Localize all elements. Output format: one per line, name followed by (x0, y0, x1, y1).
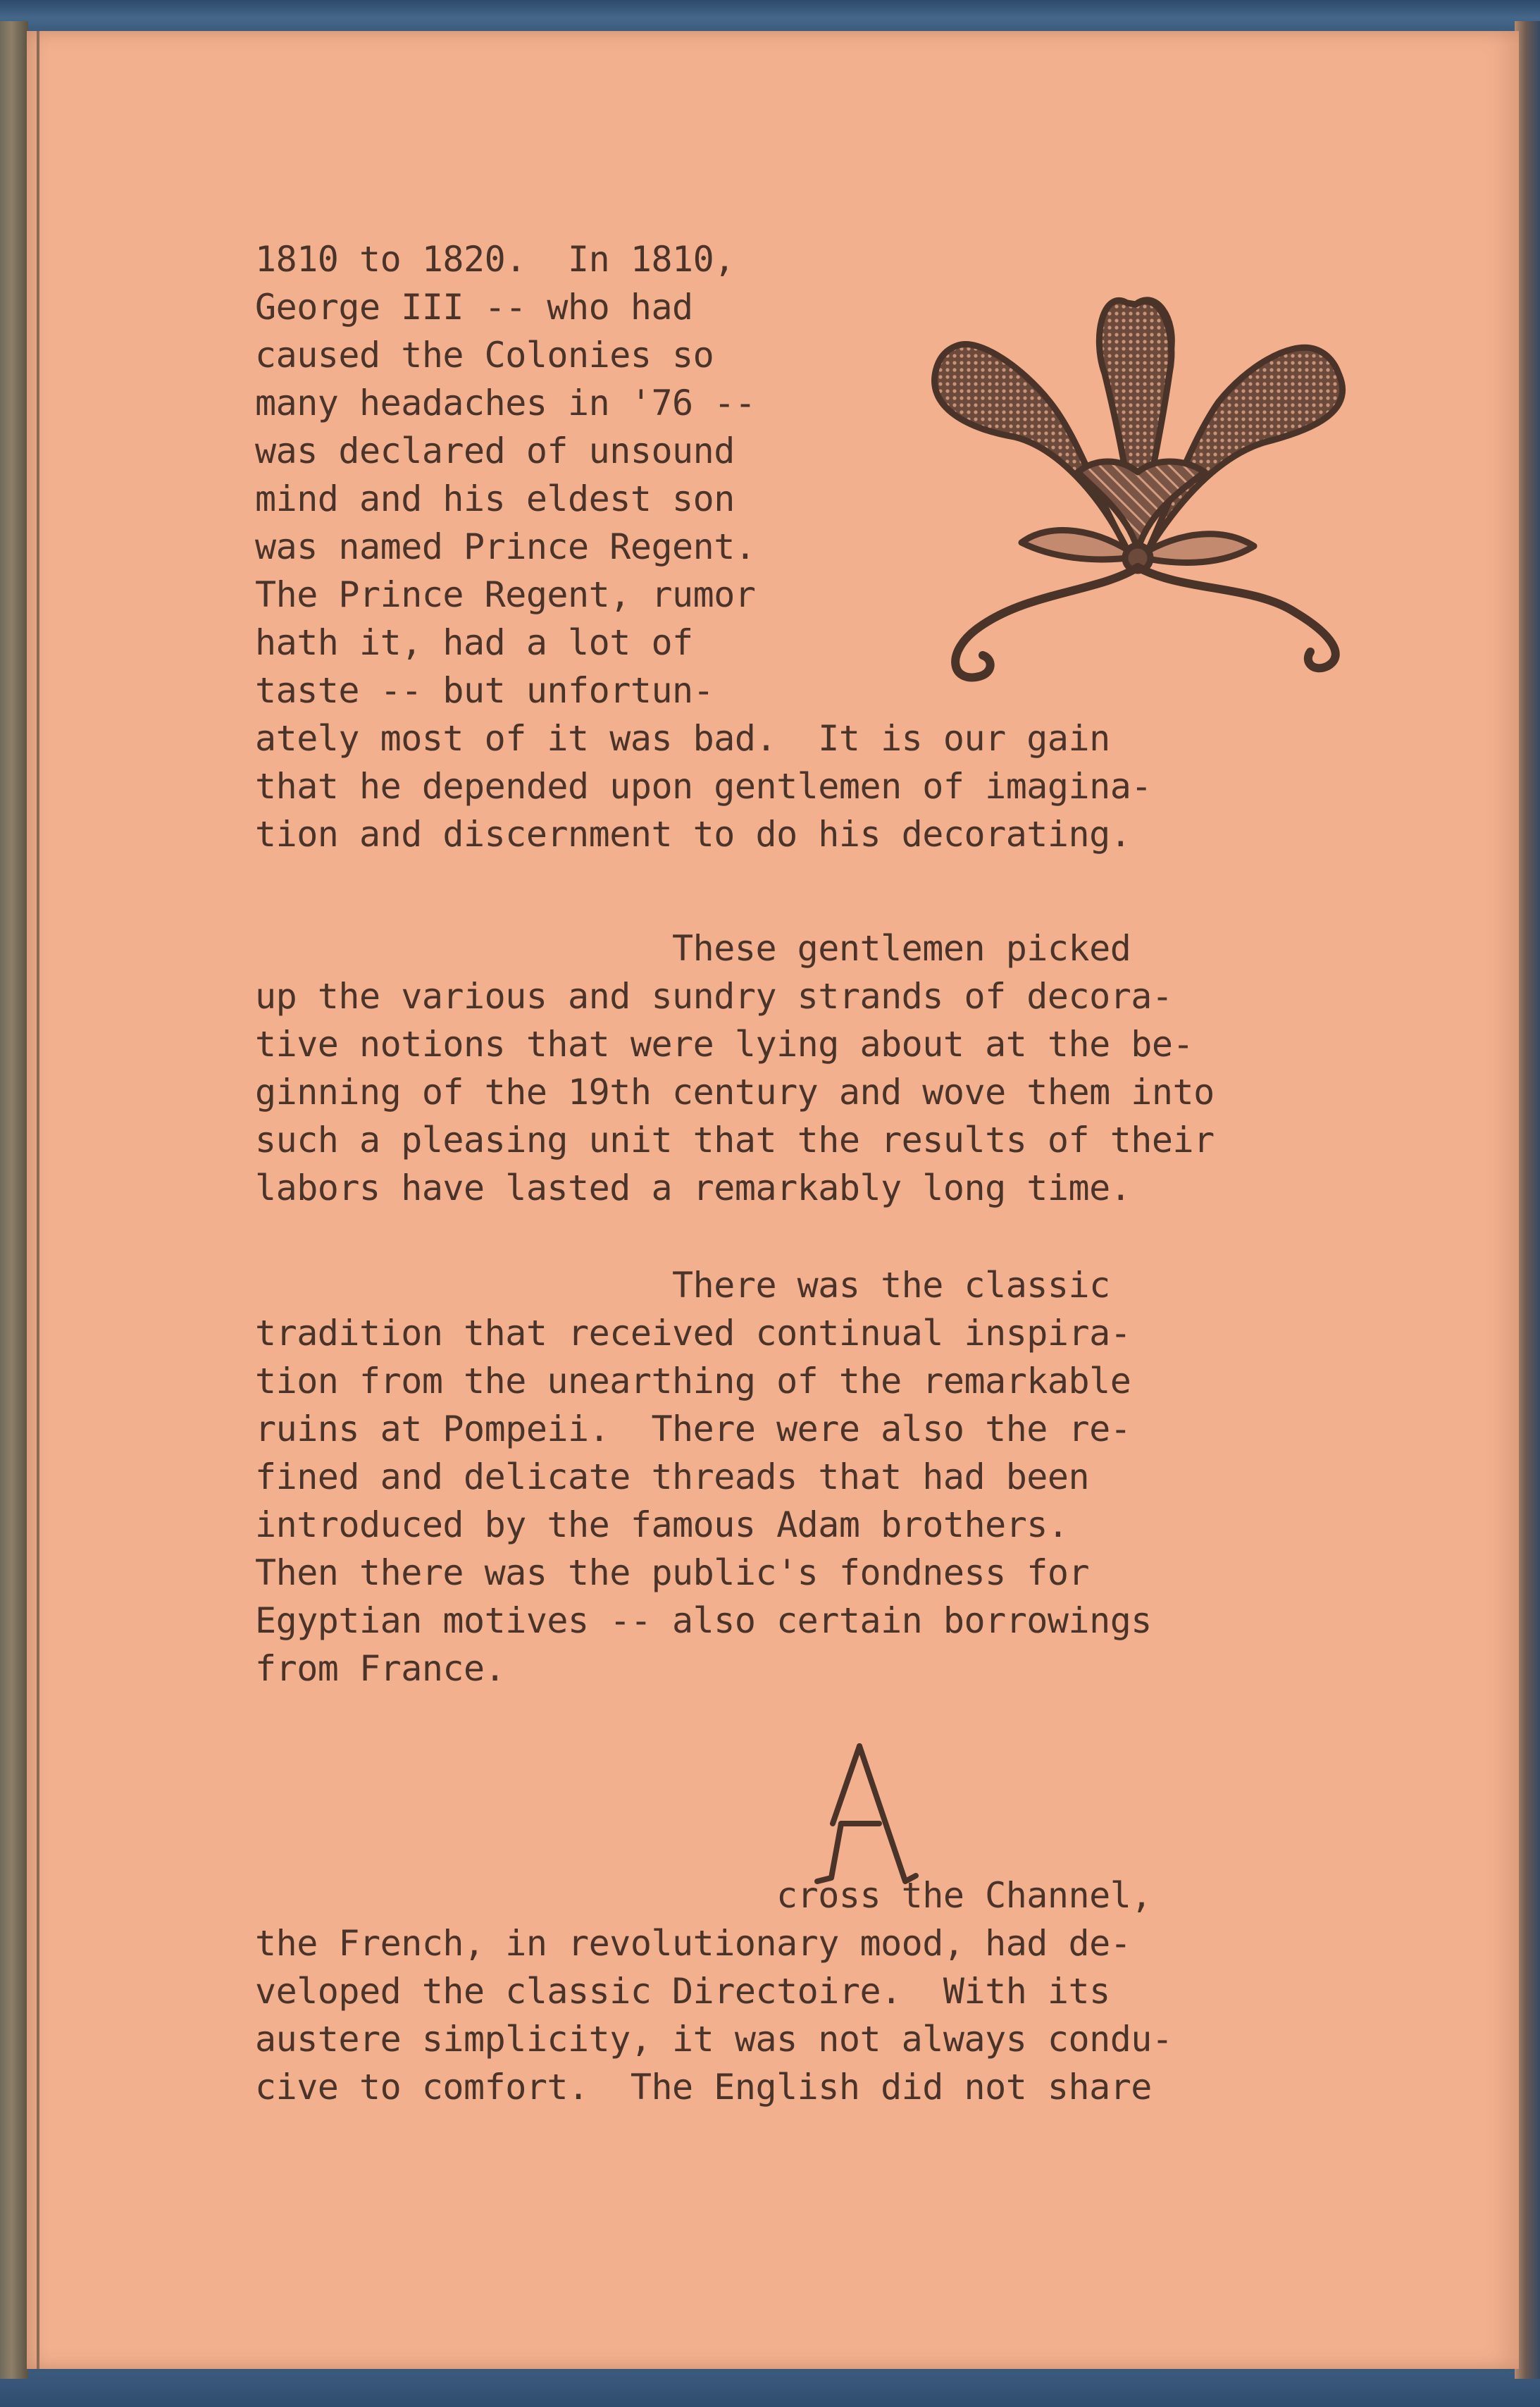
prince-of-wales-feathers-icon (916, 261, 1367, 712)
text-line: was named Prince Regent. (255, 526, 756, 567)
text-line: taste -- but unfortun- (255, 670, 714, 711)
text-line: tradition that received continual inspira- (255, 1313, 1131, 1354)
text-line: tion from the unearthing of the remarkable (255, 1361, 1131, 1401)
text-line: ruins at Pompeii. There were also the re- (255, 1409, 1131, 1449)
text-line: introduced by the famous Adam brothers. (255, 1504, 1069, 1545)
text-line: caused the Colonies so (255, 335, 714, 376)
text-line: austere simplicity, it was not always condu- (255, 2019, 1173, 2060)
book-cover-top-edge (0, 0, 1540, 32)
text-line: veloped the classic Directoire. With its (255, 1971, 1110, 2012)
text-line: tive notions that were lying about at the be- (255, 1024, 1194, 1065)
paragraph-gentlemen (255, 924, 1215, 1212)
text-line: labors have lasted a remarkably long time. (255, 1168, 1131, 1208)
text-line: The Prince Regent, rumor (255, 574, 756, 615)
text-line: cive to comfort. The English did not share (255, 2067, 1152, 2108)
text-line: the French, in revolutionary mood, had de- (255, 1923, 1131, 1964)
text-line: There was the classic (255, 1265, 1110, 1306)
page-gutter-line (37, 31, 39, 2369)
drop-cap-letter-a (789, 1740, 930, 1888)
text-line: such a pleasing unit that the results of their (255, 1120, 1215, 1161)
text-line: cross the Channel, (255, 1875, 1152, 1916)
text-line: tion and discernment to do his decorating. (255, 814, 1131, 855)
paragraph-across-channel (255, 1871, 1173, 2111)
text-line: Then there was the public's fondness for (255, 1552, 1090, 1593)
text-line: George III -- who had (255, 287, 693, 328)
text-line: was declared of unsound (255, 431, 735, 471)
book-cover-bottom-edge (0, 2372, 1540, 2407)
text-line: fined and delicate threads that had been (255, 1456, 1090, 1497)
text-line: ately most of it was bad. It is our gain (255, 718, 1110, 759)
text-line: 1810 to 1820. In 1810, (255, 239, 735, 280)
text-line: up the various and sundry strands of decora- (255, 976, 1173, 1017)
text-line: ginning of the 19th century and wove them into (255, 1072, 1215, 1113)
text-line: from France. (255, 1648, 506, 1689)
text-line: that he depended upon gentlemen of imagina- (255, 766, 1152, 807)
book-spine-edge (0, 21, 28, 2379)
text-line: These gentlemen picked (255, 928, 1131, 969)
text-line: hath it, had a lot of (255, 622, 693, 663)
text-line: mind and his eldest son (255, 478, 735, 519)
text-line: many headaches in '76 -- (255, 383, 756, 423)
paragraph-classic-tradition (255, 1261, 1152, 1693)
text-line: Egyptian motives -- also certain borrowings (255, 1600, 1152, 1641)
